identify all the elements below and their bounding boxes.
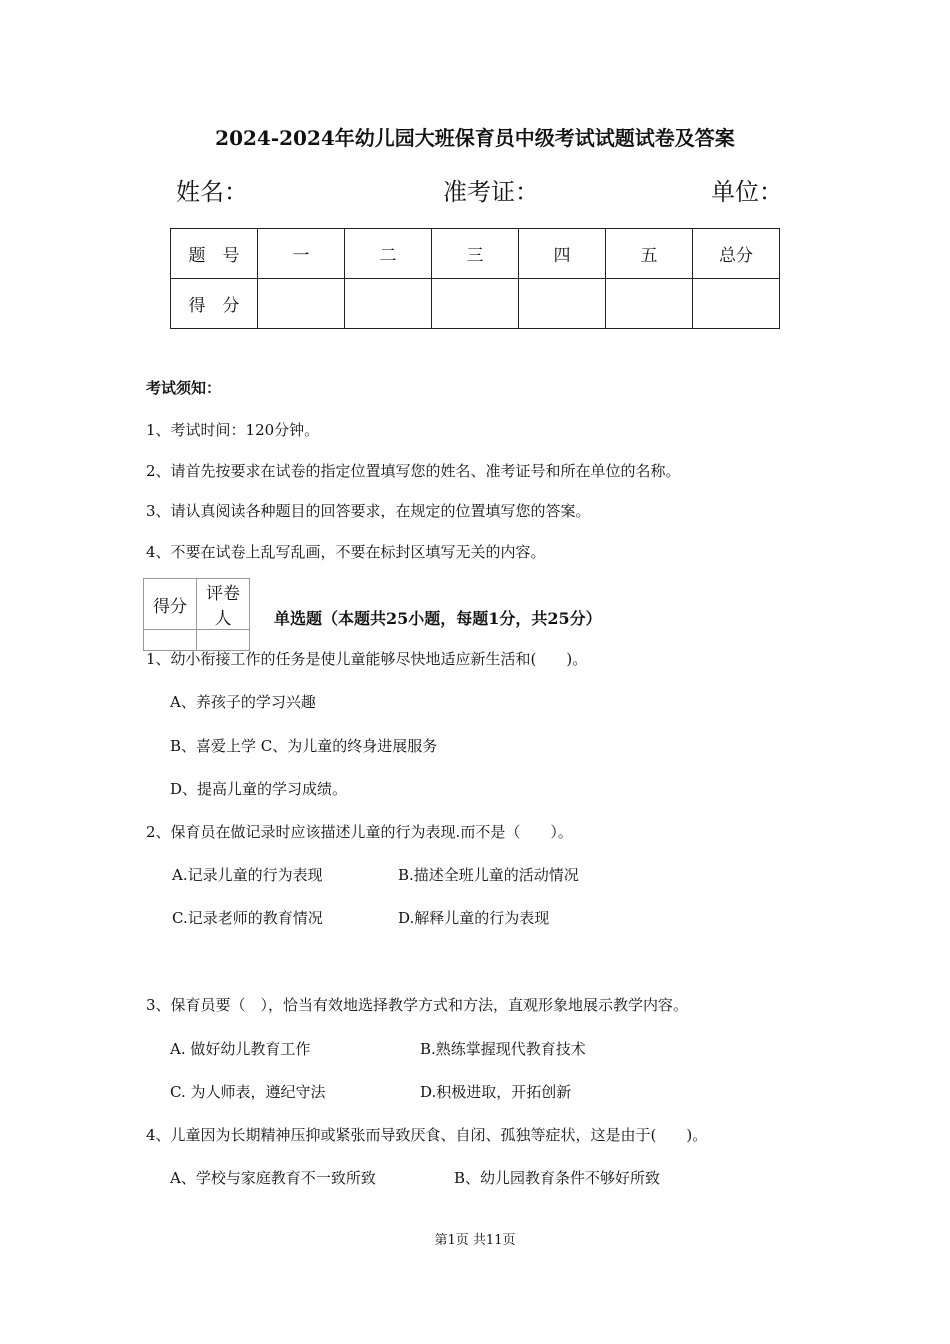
question-option: C.记录老师的教育情况	[172, 909, 323, 927]
question-stem: 1、幼小衔接工作的任务是使儿童能够尽快地适应新生活和( )。	[146, 650, 588, 668]
score-table-header-row	[171, 229, 780, 279]
score-header-cell: 总分	[693, 229, 780, 279]
question-stem: 2、保育员在做记录时应该描述儿童的行为表现.而不是（ ）。	[146, 823, 573, 841]
score-header-cell: 五	[606, 229, 693, 279]
score-cell[interactable]	[345, 279, 432, 329]
notice-heading: 考试须知：	[146, 379, 222, 397]
question-option: B、幼儿园教育条件不够好所致	[454, 1169, 661, 1187]
unit-field-label: 单位：	[711, 178, 783, 206]
notice-item: 4、不要在试卷上乱写乱画，不要在标封区填写无关的内容。	[146, 543, 546, 561]
score-cell[interactable]	[258, 279, 345, 329]
score-cell[interactable]	[432, 279, 519, 329]
score-cell[interactable]	[693, 279, 780, 329]
page-footer: 第1页 共11页	[434, 1233, 516, 1248]
question-option: B.熟练掌握现代教育技术	[420, 1040, 586, 1058]
notice-item: 2、请首先按要求在试卷的指定位置填写您的姓名、准考证号和所在单位的名称。	[146, 462, 681, 480]
question-option: A、学校与家庭教育不一致所致	[170, 1169, 376, 1187]
question-stem: 4、儿童因为长期精神压抑或紧张而导致厌食、自闭、孤独等症状，这是由于( )。	[146, 1126, 708, 1144]
score-header-cell: 一	[258, 229, 345, 279]
grader-score-label: 得分	[144, 579, 197, 630]
question-option: D、提高儿童的学习成绩。	[170, 780, 348, 798]
page-title: 2024-2024年幼儿园大班保育员中级考试试题试卷及答案	[215, 126, 735, 150]
score-header-cell: 四	[519, 229, 606, 279]
notice-item: 1、考试时间：120分钟。	[146, 421, 320, 439]
grader-name-label: 评卷人	[197, 579, 250, 630]
score-cell[interactable]	[519, 279, 606, 329]
question-option: B、喜爱上学 C、为儿童的终身进展服务	[170, 737, 438, 755]
grader-box	[143, 578, 250, 651]
score-cell[interactable]	[606, 279, 693, 329]
score-header-cell: 题 号	[171, 229, 258, 279]
question-option: D.解释儿童的行为表现	[398, 909, 550, 927]
score-header-cell: 二	[345, 229, 432, 279]
notice-item: 3、请认真阅读各种题目的回答要求，在规定的位置填写您的答案。	[146, 502, 591, 520]
score-table-score-row	[171, 279, 780, 329]
question-option: C. 为人师表，遵纪守法	[170, 1083, 326, 1101]
question-option: A、养孩子的学习兴趣	[170, 693, 316, 711]
question-option: B.描述全班儿童的活动情况	[398, 866, 579, 884]
question-stem: 3、保育员要（ ），恰当有效地选择教学方式和方法，直观形象地展示教学内容。	[146, 996, 689, 1014]
question-option: A. 做好幼儿教育工作	[170, 1040, 311, 1058]
score-table	[170, 228, 780, 329]
question-option: D.积极进取，开拓创新	[420, 1083, 572, 1101]
name-field-label: 姓名：	[176, 178, 248, 206]
exam-number-field-label: 准考证：	[443, 178, 539, 206]
section-title: 单选题（本题共25小题，每题1分，共25分）	[274, 609, 602, 628]
score-row-label: 得 分	[171, 279, 258, 329]
score-header-cell: 三	[432, 229, 519, 279]
question-option: A.记录儿童的行为表现	[172, 866, 323, 884]
